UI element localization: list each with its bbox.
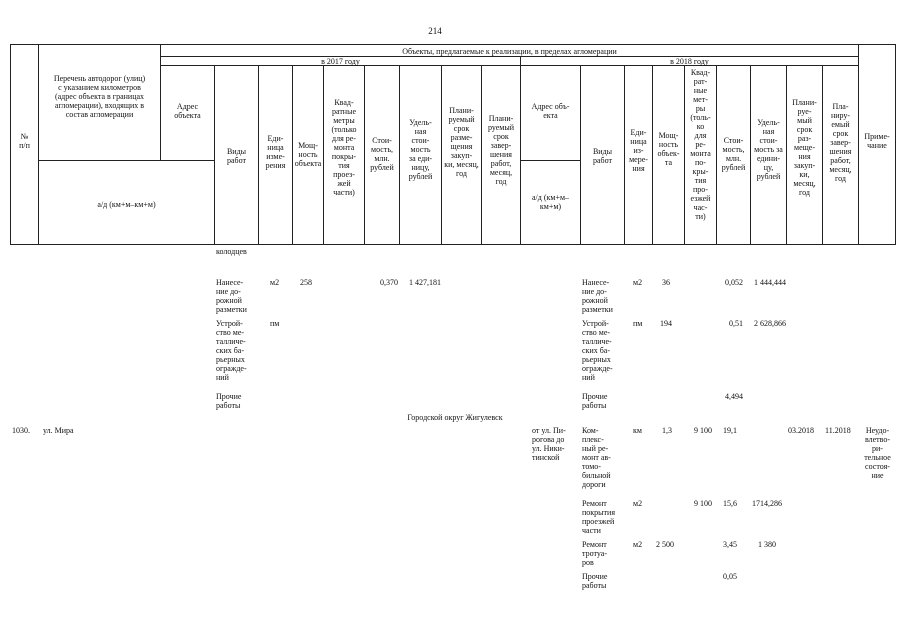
item-procurement-date: 03.2018 (788, 426, 814, 435)
row-2018-unit: пм (633, 319, 643, 328)
row-2018-sqm: 9 100 (694, 499, 712, 508)
unit-cost-2018-header: Удель- ная стои- мость за едини- цу, рублей (754, 118, 783, 181)
item-completion-date: 11.2018 (825, 426, 851, 435)
procurement-2017-header: Плани- руемый срок разме- щения закуп- ки, месяц, год (444, 106, 479, 178)
row-2018-capacity: 2 500 (656, 540, 674, 549)
header-bottom-border (10, 244, 896, 245)
cost-2017-header: Стои- мость, млн. рублей (370, 136, 394, 172)
year-2017-header: в 2017 году (321, 57, 360, 66)
row-2018-unit-cost: 1 444,444 (754, 278, 786, 287)
row-2018-capacity: 1,3 (662, 426, 672, 435)
row-2018-work: Нанесе- ние до- рожной разметки (582, 278, 613, 314)
row-2018-cost: 0,052 (725, 278, 743, 287)
unit-cost-2017-header: Удель- ная стои- мость за еди- ницу, рублей (408, 118, 433, 181)
row-2017-cost: 0,370 (380, 278, 398, 287)
capacity-2018-header: Мощ- ность объек- та (657, 131, 680, 167)
row-2018-unit: м2 (633, 499, 643, 508)
continuation-fragment: колодцев (216, 247, 247, 256)
finish-2017-header: Плани- руемый срок завер- шения работ, месяц, год (487, 114, 515, 186)
cost-2018-header: Стои- мость, млн. рублей (721, 136, 746, 172)
row-2018-cost: 0,05 (723, 572, 737, 581)
year-2018-header: в 2018 году (670, 57, 709, 66)
header-line-sub-2018 (520, 160, 580, 161)
header-line-sub-2017 (38, 160, 214, 161)
row-2018-sqm: 9 100 (694, 426, 712, 435)
address-2018-header: Адрес объ- екта (531, 102, 570, 120)
row-2017-capacity: 258 (300, 278, 312, 287)
vline (520, 56, 521, 244)
address-2017-header: Адрес объекта (174, 102, 201, 120)
capacity-2017-header: Мощ- ность объекта (294, 141, 322, 168)
row-2018-cost: 0,51 (729, 319, 743, 328)
page-number: 214 (428, 26, 442, 36)
work-types-2018-header: Виды работ (592, 147, 613, 165)
objects-title: Объекты, предлагаемые к реализации, в пределах агломерации (402, 47, 617, 56)
row-2018-work: Ремонт покрытия проезжей части (582, 499, 615, 535)
note-header: Приме- чание (864, 132, 890, 150)
row-2017-work: Нанесе- ние до- рожной разметки (216, 278, 247, 314)
row-2018-cost: 3,45 (723, 540, 737, 549)
row-2018-capacity: 194 (660, 319, 672, 328)
finish-2018-header: Пла- ниру- емый срок завер- шения работ, месяц, год (829, 102, 852, 183)
vline (895, 44, 896, 244)
row-2017-work: Устрой- ство ме- талличе- ских ба- рьерных огражде- ний (216, 319, 247, 382)
item-number: 1030. (12, 426, 30, 435)
row-2018-unit-cost: 2 628,866 (754, 319, 786, 328)
district-heading: Городской округ Жигулевск (407, 413, 503, 422)
row-2018-unit: м2 (633, 540, 643, 549)
row-2018-cost: 15,6 (723, 499, 737, 508)
row-2018-work: Ком- плекс- ный ре- монт ав- томо- бильной дороги (582, 426, 611, 489)
row-2018-unit-cost: 1714,286 (752, 499, 782, 508)
row-2018-work: Устрой- ство ме- талличе- ских ба- рьерных огражде- ний (582, 319, 613, 382)
row-2017-unit: м2 (270, 278, 280, 287)
row-2017-unit: пм (270, 319, 280, 328)
row-2018-unit-cost: 1 380 (758, 540, 776, 549)
sqm-2018-header: Квад- рат- ные мет- ры (толь- ко для ре- монта по- кры- тия про- езжей час- ти) (690, 68, 711, 221)
col-roads-subheader: а/д (км+м–км+м) (97, 200, 156, 209)
item-note: Неудо- влетво- ри- тельное состоя- ние (864, 426, 891, 480)
procurement-2018-header: Плани- руе- мый срок раз- меще- ния закуп- ки, месяц, год (792, 98, 817, 197)
address-2018-subheader: а/д (км+м– км+м) (531, 193, 570, 211)
row-2017-unit-cost: 1 427,181 (409, 278, 441, 287)
item-address: от ул. Пи- рогова до ул. Ники- тинской (532, 426, 566, 462)
work-types-2017-header: Виды работ (226, 147, 247, 165)
row-2018-work: Прочие работы (582, 572, 608, 590)
row-2018-unit: м2 (633, 278, 643, 287)
row-2018-capacity: 36 (662, 278, 670, 287)
row-2018-unit: км (633, 426, 642, 435)
row-2018-cost: 19,1 (723, 426, 737, 435)
row-2018-cost: 4,494 (725, 392, 743, 401)
sqm-2017-header: Квад- ратные метры (только для ре- монта покры- тия проез- жей части) (331, 98, 357, 197)
col-roads-header: Перечень автодорог (улиц) с указанием километров (адрес объекта в границах агломерации), входящих в состав агломерации (53, 74, 146, 119)
unit-2017-header: Еди- ница изме- рения (265, 134, 286, 170)
header-top-border (10, 44, 896, 45)
unit-2018-header: Еди- ница из- мере- ния (629, 128, 648, 173)
item-road-name: ул. Мира (43, 426, 74, 435)
row-2018-work: Прочие работы (582, 392, 608, 410)
row-2017-work: Прочие работы (216, 392, 242, 410)
col-num-header: № п/п (19, 132, 30, 150)
row-2018-work: Ремонт тротуа- ров (582, 540, 607, 567)
